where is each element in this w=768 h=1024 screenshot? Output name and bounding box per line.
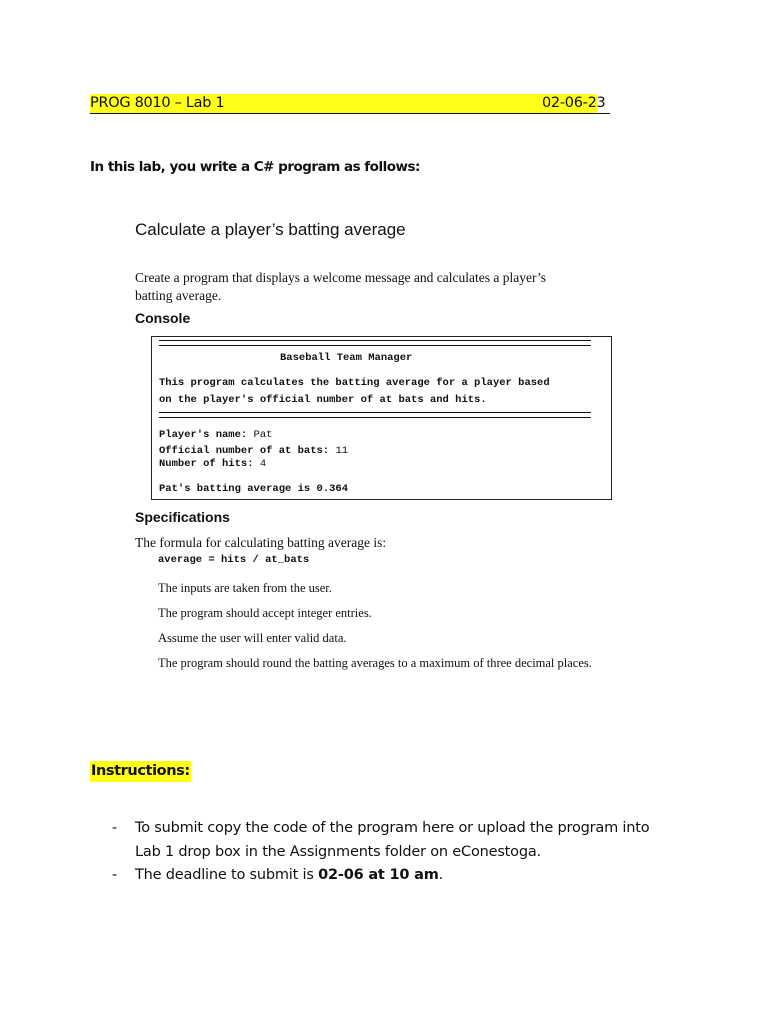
lab-date: 02-06-23	[542, 95, 606, 111]
console-result: Pat's batting average is 0.364	[159, 483, 349, 495]
instruction-submit: To submit copy the code of the program here or upload the program into Lab 1 drop box in the Assignments folder on eConestoga.	[135, 820, 650, 860]
instructions-list	[112, 817, 672, 888]
formula: average = hits / at_bats	[158, 554, 310, 566]
console-name-value: Pat	[253, 429, 273, 441]
formula-intro: The formula for calculating batting average is:	[135, 535, 387, 550]
console-heading: Console	[135, 310, 191, 326]
list-item	[112, 864, 672, 888]
console-at-bats-value: 11	[335, 445, 349, 457]
console-separator-top	[159, 340, 591, 346]
specifications-heading: Specifications	[135, 509, 230, 525]
console-name-line	[159, 429, 272, 441]
console-intro-line2: on the player's official number of at bats and hits.	[159, 394, 487, 406]
bullet-dash: -	[112, 867, 118, 883]
intro-text: In this lab, you write a C# program as follows:	[90, 159, 420, 175]
console-hits-value: 4	[259, 458, 267, 470]
console-name-label: Player's name:	[159, 429, 248, 441]
bullet-dash: -	[112, 820, 118, 836]
instruction-deadline-suffix: .	[438, 867, 444, 883]
section-title: Calculate a player’s batting average	[135, 220, 406, 239]
instructions-heading: Instructions:	[90, 761, 191, 782]
document-header	[90, 94, 610, 114]
console-app-title: Baseball Team Manager	[280, 352, 413, 364]
spec-item: The inputs are taken from the user.	[158, 581, 332, 595]
console-hits-line	[159, 458, 266, 470]
console-hits-label: Number of hits:	[159, 458, 254, 470]
description: Create a program that displays a welcome message and calculates a player’s batting average.	[135, 270, 546, 303]
lab-title: PROG 8010 – Lab 1	[90, 95, 225, 111]
console-at-bats-label: Official number of at bats:	[159, 445, 330, 457]
console-output-box	[151, 336, 612, 500]
instruction-deadline-prefix: The deadline to submit is	[135, 867, 319, 883]
spec-item: The program should accept integer entries.	[158, 606, 372, 620]
console-at-bats-line	[159, 445, 348, 457]
instruction-deadline-date: 02-06 at 10 am	[318, 867, 439, 883]
list-item	[112, 817, 672, 864]
console-intro-line1: This program calculates the batting average for a player based	[159, 377, 550, 389]
spec-item: Assume the user will enter valid data.	[158, 631, 347, 645]
console-separator-bottom	[159, 412, 591, 418]
spec-item: The program should round the batting averages to a maximum of three decimal places.	[158, 656, 592, 670]
